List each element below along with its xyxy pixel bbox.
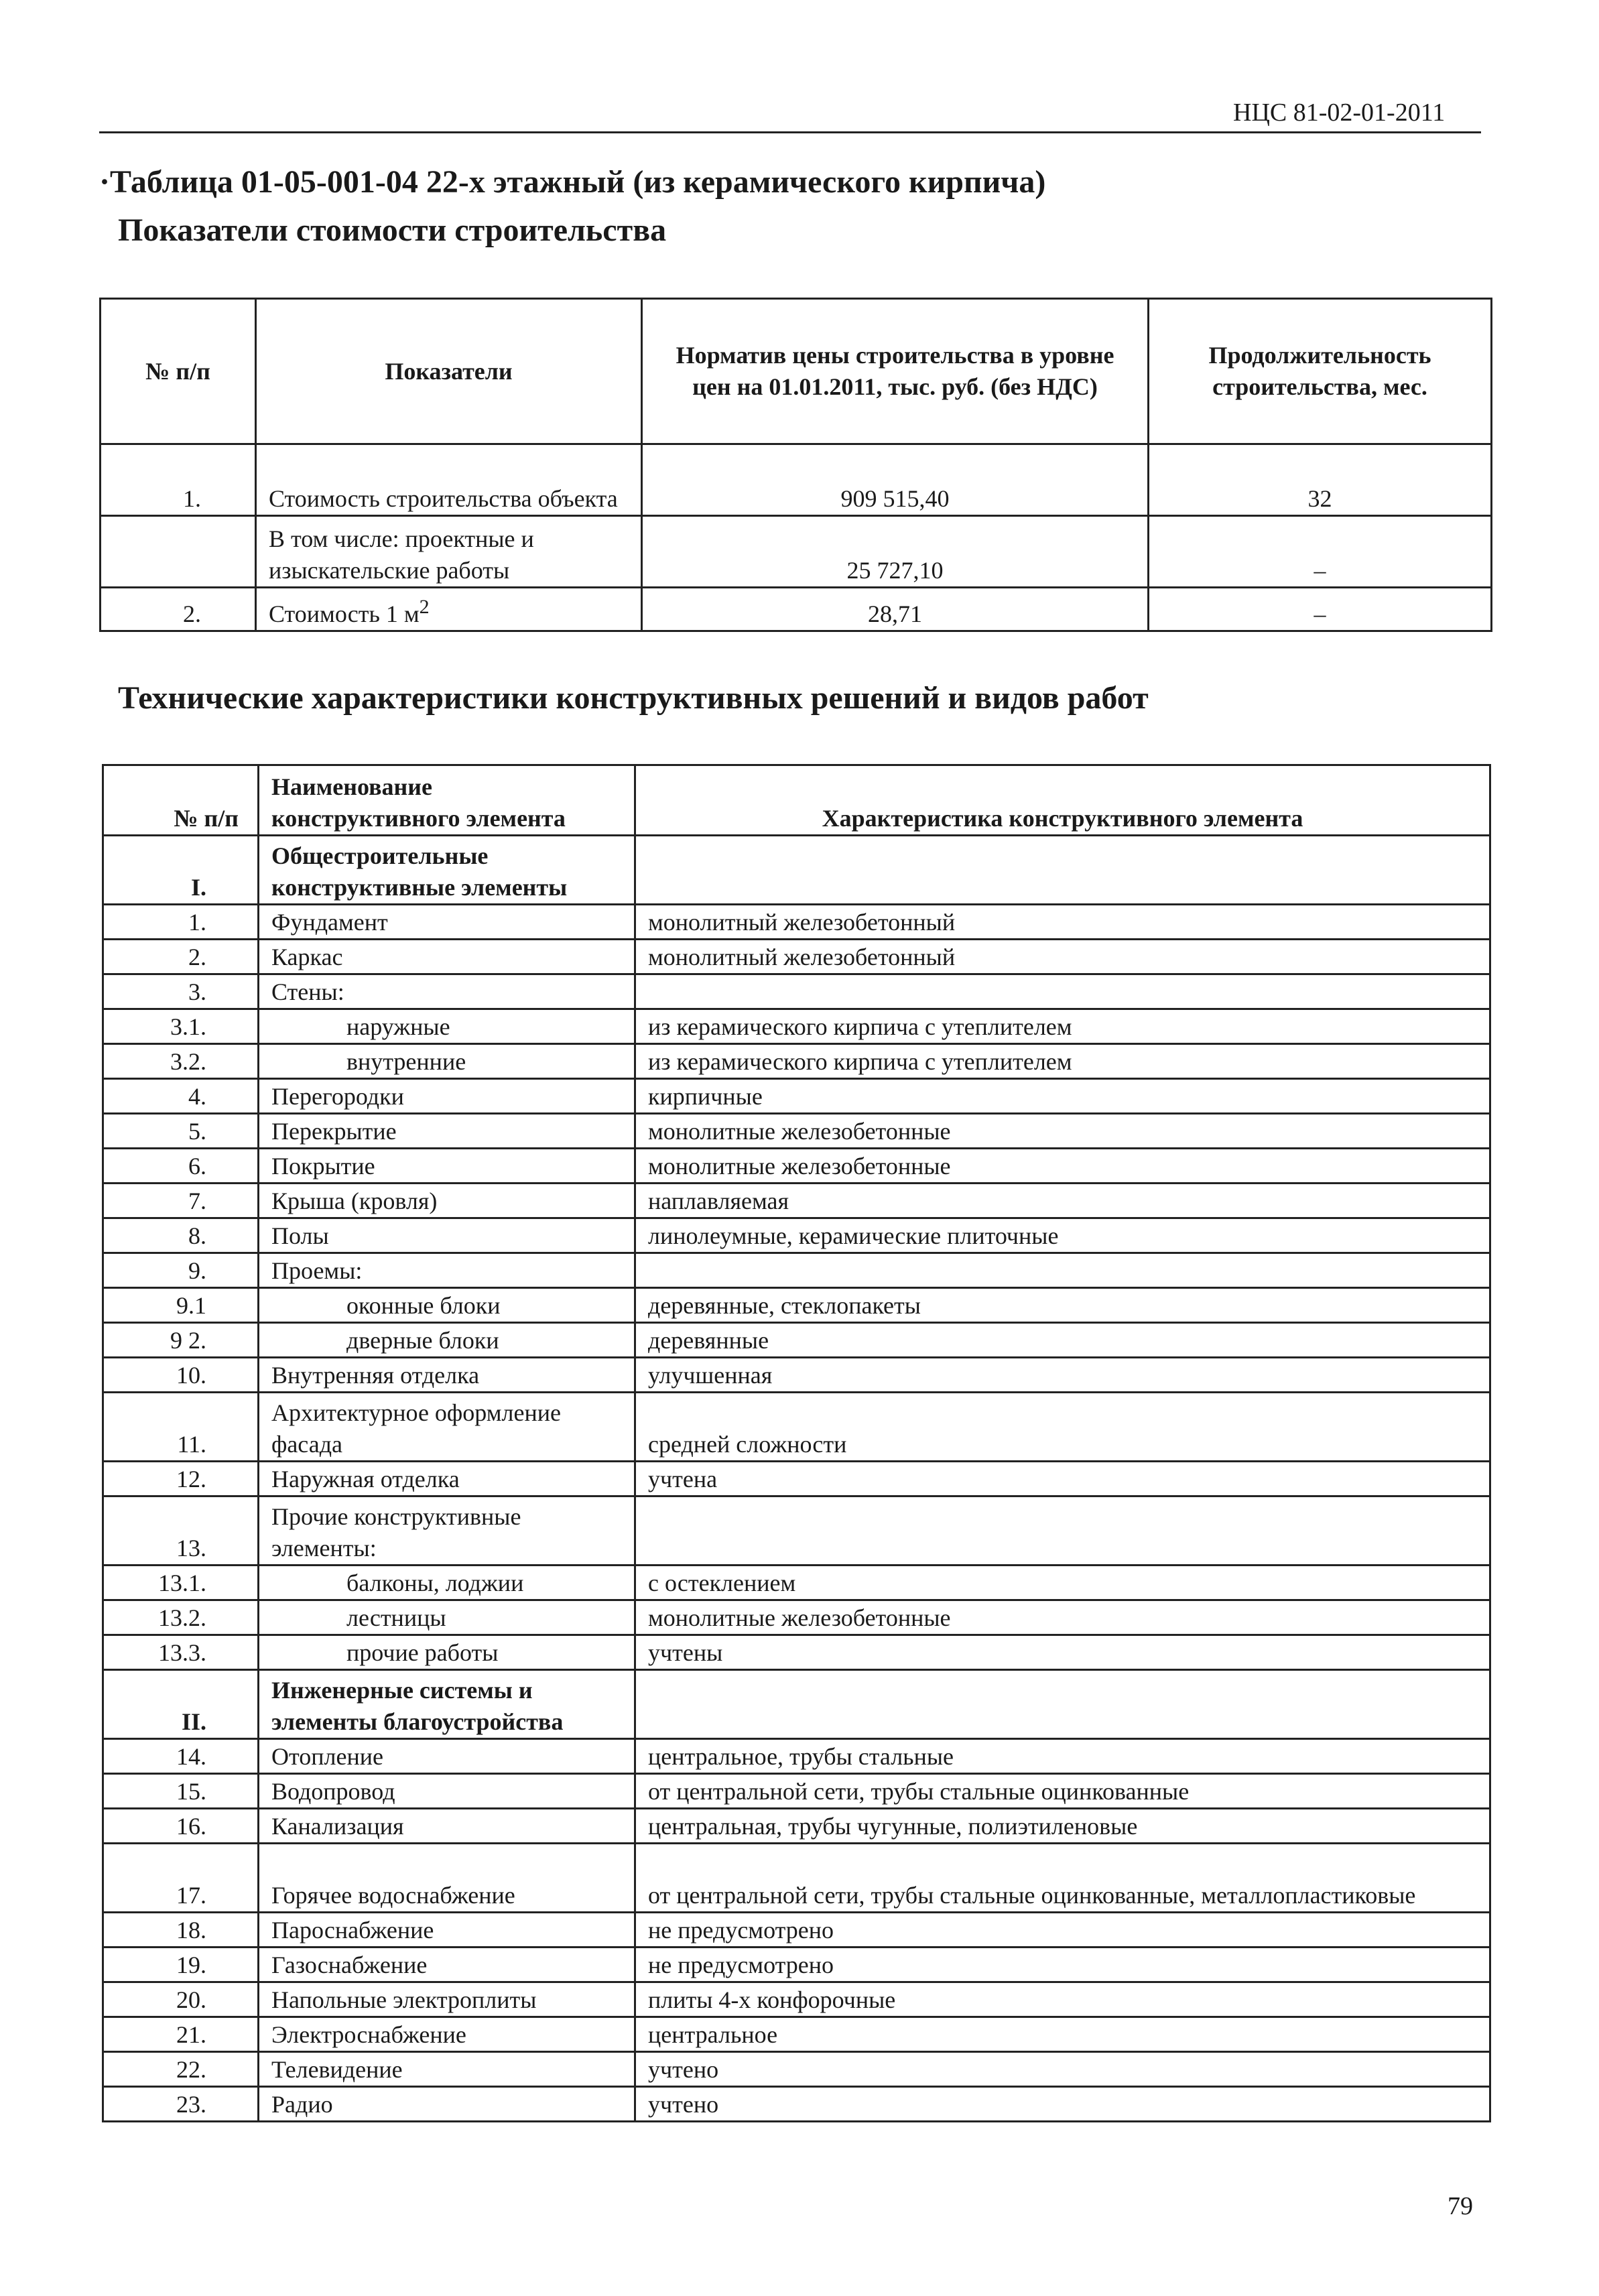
row-number: 3.1. (103, 1009, 259, 1044)
row-number: 20. (103, 1982, 259, 2017)
row-element-characteristic: монолитные железобетонные (635, 1149, 1490, 1184)
row-element-name: Перегородки (259, 1079, 635, 1114)
row-number: 18. (103, 1913, 259, 1948)
row-element-name: Покрытие (259, 1149, 635, 1184)
cost-indicators-table (99, 298, 1492, 632)
section-row (103, 836, 1490, 905)
row-element-characteristic: от центральной сети, трубы стальные оцинкованные (635, 1774, 1490, 1809)
cost-section-title: Показатели стоимости строительства (118, 212, 667, 248)
table-row (103, 1982, 1490, 2017)
header-divider (99, 131, 1481, 133)
table-row (103, 940, 1490, 974)
row-element-name: Напольные электроплиты (259, 1982, 635, 2017)
table-row (103, 1253, 1490, 1288)
row-element-name: Каркас (259, 940, 635, 974)
row-number: 3.2. (103, 1044, 259, 1079)
cost-table-header-row (101, 299, 1492, 444)
col-header-number: № п/п (103, 765, 259, 836)
row-element-name: Архитектурное оформление фасада (259, 1393, 635, 1462)
row-element-name: Пароснабжение (259, 1913, 635, 1948)
row-element-name: Полы (259, 1218, 635, 1253)
row-element-characteristic: монолитный железобетонный (635, 905, 1490, 940)
col-header-element-name: Наименование конструктивного элемента (259, 765, 635, 836)
row-element-characteristic: центральное (635, 2017, 1490, 2052)
tech-table-header-row (103, 765, 1490, 836)
row-element-characteristic: центральное, трубы стальные (635, 1739, 1490, 1774)
table-row (103, 2087, 1490, 2122)
row-element-name: Газоснабжение (259, 1948, 635, 1982)
row-element-name: балконы, лоджии (259, 1566, 635, 1600)
table-row (103, 1218, 1490, 1253)
table-row (103, 1948, 1490, 1982)
row-element-characteristic (635, 836, 1490, 905)
table-row (103, 1358, 1490, 1393)
row-number: 1. (103, 905, 259, 940)
table-row (101, 516, 1492, 588)
row-element-name: Прочие конструктивные элементы: (259, 1496, 635, 1566)
row-number: 2. (103, 940, 259, 974)
row-element-characteristic: учтено (635, 2087, 1490, 2122)
row-element-name: Водопровод (259, 1774, 635, 1809)
row-number: 6. (103, 1149, 259, 1184)
section-row (103, 1670, 1490, 1739)
row-element-characteristic: от центральной сети, трубы стальные оцинкованные, металлопластиковые (635, 1844, 1490, 1913)
row-number: 13.1. (103, 1566, 259, 1600)
row-number (101, 516, 256, 588)
row-duration: – (1149, 516, 1492, 588)
row-element-characteristic: не предусмотрено (635, 1913, 1490, 1948)
row-element-characteristic: с остеклением (635, 1566, 1490, 1600)
row-element-name: Горячее водоснабжение (259, 1844, 635, 1913)
row-number: 19. (103, 1948, 259, 1982)
table-row (103, 1496, 1490, 1566)
col-header-element-characteristic: Характеристика конструктивного элемента (635, 765, 1490, 836)
table-row (103, 1009, 1490, 1044)
row-element-name: наружные (259, 1009, 635, 1044)
row-element-name: Крыша (кровля) (259, 1184, 635, 1218)
row-element-characteristic: наплавляемая (635, 1184, 1490, 1218)
row-number: 7. (103, 1184, 259, 1218)
row-indicator: Стоимость строительства объекта (256, 444, 642, 516)
table-row (103, 2017, 1490, 2052)
table-row (103, 905, 1490, 940)
row-element-characteristic (635, 1253, 1490, 1288)
table-row (103, 1114, 1490, 1149)
row-number: 9.1 (103, 1288, 259, 1323)
row-element-characteristic: монолитные железобетонные (635, 1114, 1490, 1149)
row-element-name: Перекрытие (259, 1114, 635, 1149)
table-row (103, 2052, 1490, 2087)
row-element-characteristic: улучшенная (635, 1358, 1490, 1393)
col-header-indicators: Показатели (256, 299, 642, 444)
row-number: 22. (103, 2052, 259, 2087)
row-element-name: Канализация (259, 1809, 635, 1844)
row-element-characteristic: из керамического кирпича с утеплителем (635, 1044, 1490, 1079)
row-element-characteristic: деревянные (635, 1323, 1490, 1358)
row-number: 2. (101, 588, 256, 631)
row-element-name: лестницы (259, 1600, 635, 1635)
row-number: 21. (103, 2017, 259, 2052)
table-row (103, 1462, 1490, 1496)
row-element-name: прочие работы (259, 1635, 635, 1670)
row-number: 16. (103, 1809, 259, 1844)
table-row (103, 974, 1490, 1009)
table-row (103, 1288, 1490, 1323)
row-indicator: В том числе: проектные и изыскательские работы (256, 516, 642, 588)
row-element-name: Проемы: (259, 1253, 635, 1288)
row-element-name: Фундамент (259, 905, 635, 940)
row-element-name: внутренние (259, 1044, 635, 1079)
row-number: 13.3. (103, 1635, 259, 1670)
table-row (103, 1774, 1490, 1809)
table-row (103, 1566, 1490, 1600)
row-price: 25 727,10 (642, 516, 1149, 588)
row-number: 9. (103, 1253, 259, 1288)
col-header-price-norm: Норматив цены строительства в уровне цен на 01.01.2011, тыс. руб. (без НДС) (642, 299, 1149, 444)
table-row (103, 1149, 1490, 1184)
row-element-characteristic: учтена (635, 1462, 1490, 1496)
row-element-name: Общестроительные конструктивные элементы (259, 836, 635, 905)
col-header-number: № п/п (101, 299, 256, 444)
table-row (101, 444, 1492, 516)
row-element-characteristic: деревянные, стеклопакеты (635, 1288, 1490, 1323)
row-number: 1. (101, 444, 256, 516)
row-element-characteristic: учтено (635, 2052, 1490, 2087)
row-element-name: оконные блоки (259, 1288, 635, 1323)
document-code: НЦС 81-02-01-2011 (1233, 99, 1446, 127)
row-number: I. (103, 836, 259, 905)
row-number: 15. (103, 1774, 259, 1809)
row-duration: – (1149, 588, 1492, 631)
table-row (103, 1600, 1490, 1635)
table-title: ·Таблица 01-05-001-04 22-х этажный (из керамического кирпича) (99, 164, 1046, 200)
row-number: 14. (103, 1739, 259, 1774)
row-number: 13. (103, 1496, 259, 1566)
tech-characteristics-table (102, 764, 1491, 2122)
row-element-name: Наружная отделка (259, 1462, 635, 1496)
row-element-name: Электроснабжение (259, 2017, 635, 2052)
row-element-characteristic: плиты 4-х конфорочные (635, 1982, 1490, 2017)
table-row (103, 1184, 1490, 1218)
row-element-characteristic: монолитные железобетонные (635, 1600, 1490, 1635)
row-element-name: Радио (259, 2087, 635, 2122)
row-number: 23. (103, 2087, 259, 2122)
row-number: 13.2. (103, 1600, 259, 1635)
row-element-characteristic: монолитный железобетонный (635, 940, 1490, 974)
row-number: II. (103, 1670, 259, 1739)
row-element-characteristic: кирпичные (635, 1079, 1490, 1114)
row-price: 909 515,40 (642, 444, 1149, 516)
row-element-name: Инженерные системы и элементы благоустройства (259, 1670, 635, 1739)
table-row (103, 1323, 1490, 1358)
row-number: 17. (103, 1844, 259, 1913)
row-indicator (256, 588, 642, 631)
row-number: 8. (103, 1218, 259, 1253)
row-element-characteristic (635, 1496, 1490, 1566)
row-element-name: Стены: (259, 974, 635, 1009)
row-number: 9 2. (103, 1323, 259, 1358)
row-element-characteristic: средней сложности (635, 1393, 1490, 1462)
row-number: 10. (103, 1358, 259, 1393)
row-element-characteristic: не предусмотрено (635, 1948, 1490, 1982)
row-number: 12. (103, 1462, 259, 1496)
row-element-name: Отопление (259, 1739, 635, 1774)
row-number: 11. (103, 1393, 259, 1462)
row-element-characteristic (635, 974, 1490, 1009)
table-row (103, 1739, 1490, 1774)
superscript: 2 (419, 596, 430, 619)
table-row (103, 1393, 1490, 1462)
table-row (103, 1809, 1490, 1844)
row-number: 4. (103, 1079, 259, 1114)
row-element-characteristic: линолеумные, керамические плиточные (635, 1218, 1490, 1253)
col-header-duration: Продолжительность строительства, мес. (1149, 299, 1492, 444)
page-number: 79 (1448, 2192, 1473, 2220)
row-number: 5. (103, 1114, 259, 1149)
row-element-name: дверные блоки (259, 1323, 635, 1358)
row-element-characteristic: из керамического кирпича с утеплителем (635, 1009, 1490, 1044)
row-number: 3. (103, 974, 259, 1009)
row-element-name: Телевидение (259, 2052, 635, 2087)
table-row (103, 1635, 1490, 1670)
tech-section-title: Технические характеристики конструктивных решений и видов работ (118, 680, 1149, 716)
table-row (103, 1844, 1490, 1913)
table-row (101, 588, 1492, 631)
table-row (103, 1913, 1490, 1948)
row-element-characteristic (635, 1670, 1490, 1739)
row-element-characteristic: учтены (635, 1635, 1490, 1670)
row-element-name: Внутренняя отделка (259, 1358, 635, 1393)
table-row (103, 1044, 1490, 1079)
row-indicator-text: Стоимость 1 м (269, 600, 420, 628)
table-row (103, 1079, 1490, 1114)
tech-table-body (103, 836, 1490, 2122)
row-element-characteristic: центральная, трубы чугунные, полиэтиленовые (635, 1809, 1490, 1844)
row-price: 28,71 (642, 588, 1149, 631)
row-duration: 32 (1149, 444, 1492, 516)
